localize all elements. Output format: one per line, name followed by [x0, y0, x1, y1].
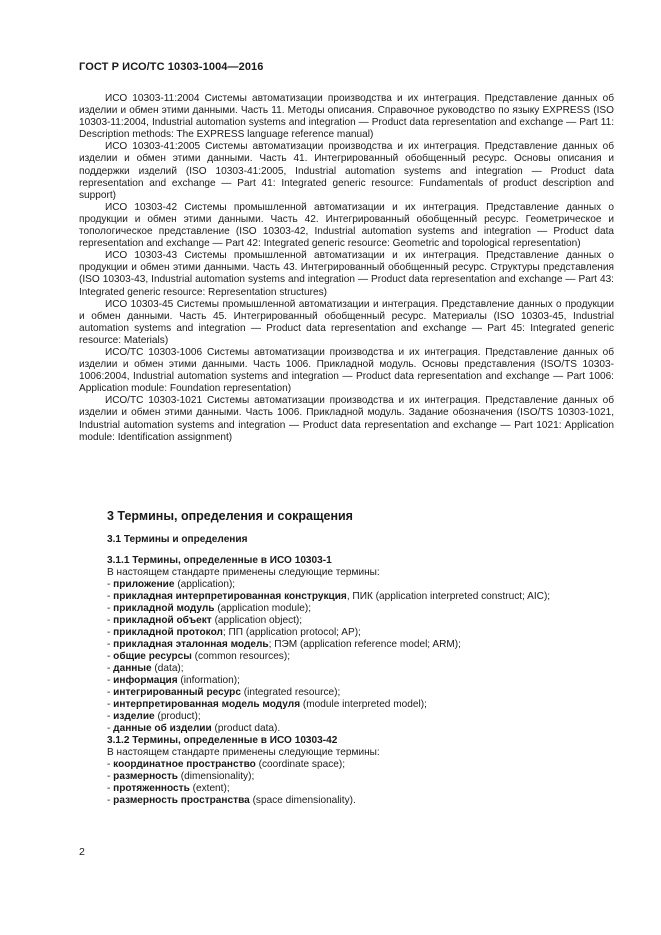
term-translation: (product data). [211, 723, 281, 734]
term-name: прикладная эталонная модель [113, 639, 269, 650]
term-item: - интегрированный ресурс (integrated resource); [107, 687, 341, 698]
term-name: информация [113, 675, 178, 686]
term-translation: (application); [174, 579, 236, 590]
reference-item: ИСО 10303-41:2005 Системы автоматизации производства и их интеграция. Представление данных об изделии и обмен этими данными. Часть 41. Интегрированный обобщенный ресурс. Основы описания и поддержки изделий (ISO 10303-41:2005, Industrial automation systems and integration — Product data representation and exchange — Part 41: Integrated generic resource: Fundamentals of product description and support) [79, 141, 614, 201]
term-name: данные [113, 663, 152, 674]
term-translation: (coordinate space); [255, 759, 346, 770]
term-item: - прикладной протокол; ПП (application protocol; AP); [107, 627, 361, 638]
document-header: ГОСТ Р ИСО/ТС 10303-1004—2016 [79, 61, 264, 73]
term-item: - прикладная интерпретированная конструкция, ПИК (application interpreted construct; AIC); [107, 591, 551, 602]
term-item: - данные об изделии (product data). [107, 723, 281, 734]
term-item: - размерность (dimensionality); [107, 771, 255, 782]
term-name: интегрированный ресурс [113, 687, 241, 698]
term-name: прикладной протокол [113, 627, 223, 638]
reference-item: ИСО/ТС 10303-1021 Системы автоматизации производства и их интеграция. Представление данных об изделии и обмен этими данными. Часть 1006. Прикладной модуль. Задание обозначения (ISO/TS 10303-1021, Industrial automation systems and integration — Product data representation and exchange — Part 1021: Application module: Identification assignment) [79, 395, 614, 443]
term-translation: ; ПП (application protocol; AP); [222, 627, 361, 638]
term-name: общие ресурсы [113, 651, 192, 662]
term-item: - общие ресурсы (common resources); [107, 651, 291, 662]
term-translation: (information); [177, 675, 240, 686]
normative-references [79, 93, 614, 444]
term-item: - изделие (product); [107, 711, 201, 722]
reference-item: ИСО 10303-45 Системы промышленной автоматизации и интеграция. Представление данных о продукции и обмен данными. Часть 45. Интегрированный обобщенный ресурс. Материалы (ISO 10303-45, Industrial automation systems and integration — Product data representation and exchange — Part 45: Integrated generic resource: Materials) [79, 298, 614, 346]
term-name: прикладной модуль [113, 603, 215, 614]
term-translation: ; ПЭМ (application reference model; ARM); [268, 639, 461, 650]
term-name: размерность [113, 771, 178, 782]
term-item: - прикладной модуль (application module); [107, 603, 312, 614]
terms-intro: В настоящем стандарте применены следующие термины: [107, 747, 380, 758]
section-3 [107, 510, 614, 807]
terms-intro: В настоящем стандарте применены следующие термины: [107, 567, 380, 578]
term-translation: (application object); [211, 615, 303, 626]
reference-item: ИСО/ТС 10303-1006 Системы автоматизации производства и их интеграция. Представление данных об изделии и обмен этими данными. Часть 1006. Прикладной модуль. Основы представления (ISO/TS 10303-1006:2004, Industrial automation systems and integration — Product data representation and exchange — Part 1006: Application module: Foundation representation) [79, 346, 614, 395]
term-item: - протяженность (extent); [107, 783, 230, 794]
term-translation: (module interpreted model); [300, 699, 427, 710]
term-item: - данные (data); [107, 663, 184, 674]
term-translation: (integrated resource); [240, 687, 341, 698]
term-item: - информация (information); [107, 675, 240, 686]
term-item: - размерность пространства (space dimensionality). [107, 795, 356, 806]
term-item: - прикладная эталонная модель; ПЭМ (application reference model; ARM); [107, 639, 461, 650]
term-translation: (space dimensionality). [249, 795, 356, 806]
term-translation: (product); [154, 711, 201, 722]
term-name: размерность пространства [113, 795, 250, 806]
subsubsection-title: 3.1.1 Термины, определенные в ИСО 10303-1 [107, 555, 332, 566]
term-name: изделие [113, 711, 155, 722]
reference-item: ИСО 10303-43 Системы промышленной автоматизации и их интеграция. Представление данных о продукции и обмен этими данными. Часть 43. Интегрированный обобщенный ресурс. Структуры представления (ISO 10303-43, Industrial automation systems and integration — Product data representation and exchange — Part 43: Integrated generic resource: Representation structures) [79, 250, 614, 298]
reference-item: ИСО 10303-11:2004 Системы автоматизации производства и их интеграция. Представление данных об изделии и обмен этими данными. Часть 11. Методы описания. Справочное руководство по языку EXPRESS (ISO 10303-11:2004, Industrial automation systems and integration — Product data representation and exchange — Part 11: Description methods: The EXPRESS language reference manual) [79, 93, 614, 141]
term-translation: (common resources); [191, 651, 291, 662]
term-name: прикладная интерпретированная конструкция [113, 591, 347, 602]
term-translation: (data); [151, 663, 184, 674]
subsubsection-title: 3.1.2 Термины, определенные в ИСО 10303-42 [107, 735, 338, 746]
terms-list [107, 759, 614, 807]
term-translation: , ПИК (application interpreted construct; AIC); [346, 591, 551, 602]
section-title: 3 Термины, определения и сокращения [107, 509, 353, 523]
term-item: - прикладной объект (application object); [107, 615, 303, 626]
term-translation: (dimensionality); [177, 771, 255, 782]
term-translation: (extent); [189, 783, 230, 794]
term-name: приложение [113, 579, 175, 590]
term-item: - координатное пространство (coordinate space); [107, 759, 346, 770]
subsection-title: 3.1 Термины и определения [107, 534, 248, 545]
reference-item: ИСО 10303-42 Системы промышленной автоматизации и их интеграция. Представление данных о продукции и обмен этими данными. Часть 42. Интегрированный обобщенный ресурс. Геометрическое и топологическое представление (ISO 10303-42, Industrial automation systems and integration — Product data representation and exchange — Part 42: Integrated generic resource: Geometric and topological representation) [79, 201, 614, 250]
term-item: - интерпретированная модель модуля (module interpreted model); [107, 699, 427, 710]
term-name: координатное пространство [113, 759, 256, 770]
term-translation: (application module); [214, 603, 312, 614]
terms-list [107, 579, 614, 735]
term-item: - приложение (application); [107, 579, 236, 590]
term-name: данные об изделии [113, 723, 212, 734]
term-name: прикладной объект [113, 615, 212, 626]
term-name: интерпретированная модель модуля [113, 699, 301, 710]
term-name: протяженность [113, 783, 190, 794]
page-number: 2 [79, 846, 85, 858]
